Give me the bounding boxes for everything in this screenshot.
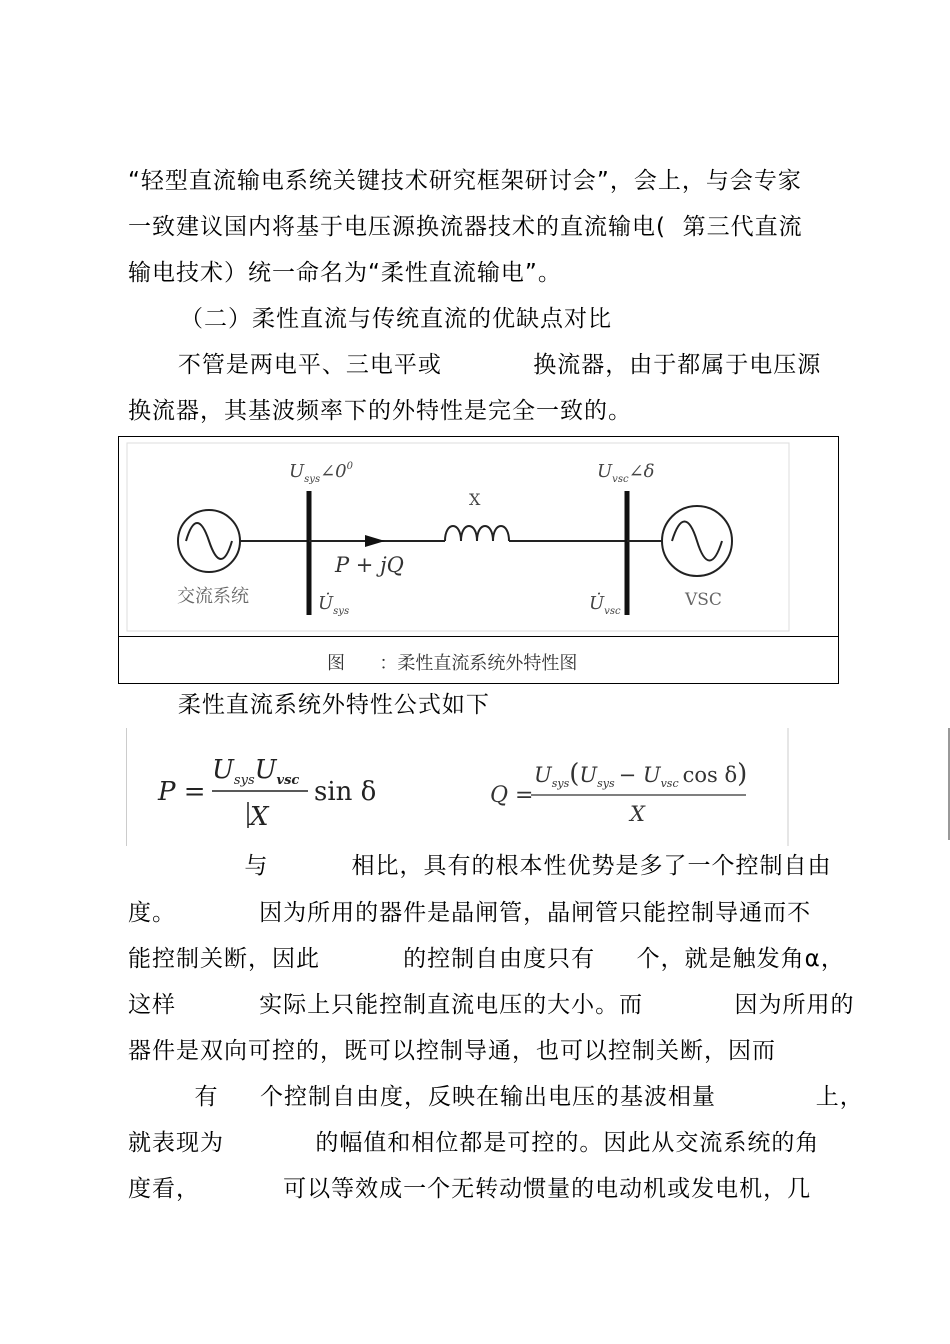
u-vsc-angle-label: $U_{vsc}\angle\delta$	[597, 461, 655, 485]
q-formula-numerator: $U_{sys}(U_{sys} - U_{vsc}$ cos δ)	[534, 759, 748, 790]
paragraph-line: 输电技术）统一命名为“柔性直流输电”。	[128, 260, 562, 286]
sine-wave-icon	[672, 522, 722, 561]
u-sys-angle-label: $U_{sys}\angle 0^0$	[289, 461, 354, 485]
formula-intro: 柔性直流系统外特性公式如下	[128, 692, 490, 718]
figure-caption: 图 ：柔性直流系统外特性图	[327, 653, 578, 674]
paragraph-line: 换流器，其基波频率下的外特性是完全一致的。	[128, 398, 632, 424]
p-formula-numerator: $U_{sys}U_{vsc}$	[212, 755, 300, 788]
p-formula-denominator: X	[250, 802, 269, 832]
paragraph-line: 一致建议国内将基于电压源换流器技术的直流输电( 第三代直流	[128, 214, 803, 240]
figure-caption-row	[119, 636, 838, 684]
paragraph-line: 度。 因为所用的器件是晶闸管，晶闸管只能控制导通而不	[128, 900, 812, 926]
paragraph-line: 能控制关断，因此 的控制自由度只有 个，就是触发角α，	[128, 946, 845, 972]
inductor-icon	[445, 526, 509, 541]
u-vsc-phasor-label: $U̇_{vsc}$	[589, 593, 621, 617]
paragraph-line: 有 个控制自由度，反映在输出电压的基波相量 上，	[128, 1084, 864, 1110]
power-flow-label: P + jQ	[335, 553, 404, 577]
p-formula-lhs: P =	[158, 777, 206, 807]
power-flow-arrow-icon	[365, 535, 385, 547]
vsc-label: VSC	[685, 590, 722, 610]
reactance-label: X	[469, 490, 481, 509]
paragraph-line: 不管是两电平、三电平或 换流器，由于都属于电压源	[128, 352, 822, 378]
p-formula-tail: sin δ	[314, 777, 377, 807]
paragraph-line: “轻型直流输电系统关键技术研究框架研讨会”，会上，与会专家	[128, 168, 802, 194]
q-formula-denominator: X	[630, 802, 645, 826]
paragraph-line: 就表现为 的幅值和相位都是可控的。因此从交流系统的角	[128, 1130, 820, 1156]
circuit-diagram	[119, 437, 838, 636]
sine-wave-icon	[186, 523, 232, 559]
figure-frame	[118, 436, 839, 684]
q-formula-lhs: Q =	[490, 783, 534, 808]
paragraph-line: 度看， 可以等效成一个无转动惯量的电动机或发电机，几	[128, 1176, 812, 1202]
formula-block	[126, 728, 790, 846]
ac-system-label: 交流系统	[177, 586, 249, 607]
paragraph-line: 器件是双向可控的，既可以控制导通，也可以控制关断，因而	[128, 1038, 776, 1064]
formula-svg	[126, 728, 790, 846]
section-heading: （二）柔性直流与传统直流的优缺点对比	[180, 306, 612, 332]
paragraph-line: 与 相比，具有的根本性优势是多了一个控制自由	[128, 853, 832, 879]
paragraph-line: 这样 实际上只能控制直流电压的大小。而 因为所用的	[128, 992, 855, 1018]
u-sys-phasor-label: $U̇_{sys}$	[318, 593, 350, 617]
